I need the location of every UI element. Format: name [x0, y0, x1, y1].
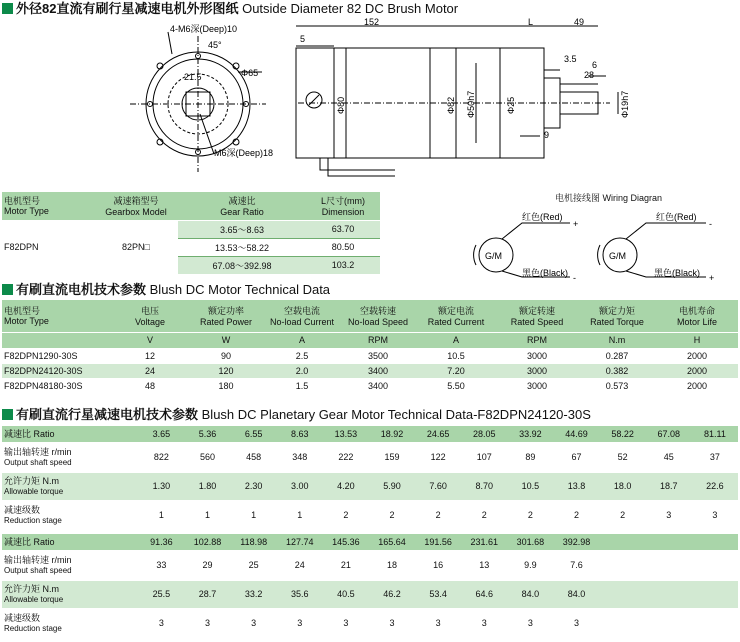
table-cell: 10.5 [416, 348, 496, 363]
table-cell: 18.92 [369, 426, 415, 442]
svg-text:Φ50h7: Φ50h7 [466, 90, 476, 118]
table-cell: 3 [277, 608, 323, 638]
table-cell [692, 534, 738, 550]
table-cell: 28.05 [461, 426, 507, 442]
table-row [2, 348, 738, 363]
svg-text:G/M: G/M [485, 251, 502, 261]
table-cell: 3400 [340, 378, 416, 393]
table-cell: 12 [112, 348, 188, 363]
gear-row-torque [2, 580, 738, 608]
table-cell: 37 [692, 442, 738, 472]
svg-text:5: 5 [300, 34, 306, 44]
motor-data-table: 电机型号 Motor Type 电压 Voltage 额定功率 Rated Power 空载电流 No-load Current 空载转速 No-load Speed 额定电流 Rated Current 额定转速 Rated Speed 额定力矩 Rated Torque 电机寿命 Motor Life V W A RPM A RPM N.m H F82DPN1290-30S 12 90 2.5 3500 10.5 3000 0.287 2000 F82DPN24120-30S 24 120 2.0 3400 7.20 3000 0.382 2000 F82DPN48180-30S 48 180 1.5 3400 5.50 3000 0.573 2000 [2, 300, 738, 394]
table-cell: 122 [415, 442, 461, 472]
table-cell: 3.00 [277, 472, 323, 500]
table-cell: 18.7 [646, 472, 692, 500]
table-cell: 25 [231, 550, 277, 580]
gear-row-speed [2, 550, 738, 580]
svg-text:G/M: G/M [609, 251, 626, 261]
gear-row-ratio [2, 534, 738, 550]
table-cell: 6.55 [231, 426, 277, 442]
table-cell: 40.5 [323, 580, 369, 608]
table-cell: 3 [323, 608, 369, 638]
table-cell: 58.22 [600, 426, 646, 442]
svg-text:红色(Red): 红色(Red) [522, 212, 563, 222]
table-cell: 2 [507, 500, 553, 530]
table-cell: 44.69 [553, 426, 599, 442]
table-cell: 16 [415, 550, 461, 580]
table-cell: 91.36 [138, 534, 184, 550]
table-cell: 2.5 [264, 348, 340, 363]
gear-row-label: 减速级数 Reduction stage [2, 608, 138, 638]
table-cell: 3500 [340, 348, 416, 363]
table-cell: 3000 [496, 348, 578, 363]
gear-row-speed [2, 442, 738, 472]
table-cell: 2 [369, 500, 415, 530]
svg-text:152: 152 [364, 18, 380, 27]
wiring-title: 电机接线图 Wiring Diagran [555, 193, 663, 203]
table-cell: 7.20 [416, 363, 496, 378]
svg-text:28: 28 [584, 70, 595, 80]
table-cell: 102.88 [184, 534, 230, 550]
table-cell: 25.5 [138, 580, 184, 608]
table-cell: 33 [138, 550, 184, 580]
table-cell: 24.65 [415, 426, 461, 442]
table-cell: 2 [600, 500, 646, 530]
table-cell: 159 [369, 442, 415, 472]
gear-row-label: 输出轴转速 r/min Output shaft speed [2, 550, 138, 580]
svg-text:+: + [573, 219, 579, 229]
table-cell [646, 550, 692, 580]
table-cell: 64.6 [461, 580, 507, 608]
table-cell: 3 [553, 608, 599, 638]
table-cell: 13.53 [323, 426, 369, 442]
table-cell: 3400 [340, 363, 416, 378]
table-cell: 2 [553, 500, 599, 530]
table-cell: 107 [461, 442, 507, 472]
table-cell [600, 608, 646, 638]
gear-row-stage [2, 500, 738, 530]
section-title-outline: 外径82直流有刷行星减速电机外形图纸 Outside Diameter 82 DC Brush Motor [2, 0, 458, 18]
svg-text:Φ80: Φ80 [336, 96, 346, 114]
table-cell [646, 534, 692, 550]
svg-text:-: - [573, 273, 576, 283]
gear-row-stage [2, 608, 738, 638]
table-cell: 53.4 [415, 580, 461, 608]
table-cell: 0.573 [578, 378, 656, 393]
table-cell: 7.60 [415, 472, 461, 500]
svg-text:-: - [709, 219, 712, 229]
table-cell: 35.6 [277, 580, 323, 608]
table-cell: 2.0 [264, 363, 340, 378]
table-cell: 84.0 [507, 580, 553, 608]
table-row [2, 378, 738, 393]
table-cell: F82DPN48180-30S [2, 378, 112, 393]
table-cell: 24 [277, 550, 323, 580]
table-cell: 5.36 [184, 426, 230, 442]
gear-row-label: 输出轴转速 r/min Output shaft speed [2, 442, 138, 472]
table-cell: 3 [415, 608, 461, 638]
table-cell: 46.2 [369, 580, 415, 608]
table-cell: 33.2 [231, 580, 277, 608]
table-cell: 81.11 [692, 426, 738, 442]
table-cell: 3000 [496, 363, 578, 378]
table-cell: 8.63 [277, 426, 323, 442]
svg-text:9: 9 [544, 130, 550, 140]
svg-text:Φ19h7: Φ19h7 [620, 90, 630, 118]
gear-row-ratio [2, 426, 738, 442]
table-cell: 231.61 [461, 534, 507, 550]
table-cell: 52 [600, 442, 646, 472]
table-cell: F82DPN24120-30S [2, 363, 112, 378]
table-cell: 301.68 [507, 534, 553, 550]
table-cell: 2000 [656, 378, 738, 393]
table-cell: 2000 [656, 363, 738, 378]
table-cell [692, 550, 738, 580]
table-cell: 48 [112, 378, 188, 393]
svg-text:6: 6 [592, 60, 598, 70]
table-cell: 8.70 [461, 472, 507, 500]
table-cell: 2 [461, 500, 507, 530]
table-cell: 191.56 [415, 534, 461, 550]
table-cell: 84.0 [553, 580, 599, 608]
gear-data-table-2 [2, 534, 738, 639]
table-cell: 165.64 [369, 534, 415, 550]
table-cell: 3 [646, 500, 692, 530]
table-cell: 5.50 [416, 378, 496, 393]
table-cell: 392.98 [553, 534, 599, 550]
svg-text:红色(Red): 红色(Red) [656, 212, 697, 222]
table-cell: 2000 [656, 348, 738, 363]
table-cell: 2 [415, 500, 461, 530]
table-cell: 3 [507, 608, 553, 638]
table-cell: 2.30 [231, 472, 277, 500]
table-cell: 822 [138, 442, 184, 472]
svg-text:Φ82: Φ82 [446, 96, 456, 114]
gear-row-label: 减速级数 Reduction stage [2, 500, 138, 530]
table-cell: 28.7 [184, 580, 230, 608]
table-row [2, 363, 738, 378]
table-cell [692, 580, 738, 608]
table-cell: 3 [184, 608, 230, 638]
table-cell: 560 [184, 442, 230, 472]
table-cell: 5.90 [369, 472, 415, 500]
table-cell: 3 [461, 608, 507, 638]
section-bullet-icon [2, 284, 13, 295]
svg-text:21.5: 21.5 [184, 72, 202, 82]
table-cell: 89 [507, 442, 553, 472]
svg-text:Φ65: Φ65 [241, 68, 259, 78]
table-cell: 9.9 [507, 550, 553, 580]
table-cell: 3 [231, 608, 277, 638]
section-title-motor-data: 有刷直流电机技术参数 Blush DC Motor Technical Data [2, 281, 330, 299]
motor-data-rows [2, 348, 738, 393]
svg-text:3.5: 3.5 [564, 54, 577, 64]
svg-text:45°: 45° [208, 40, 222, 50]
table-cell: 118.98 [231, 534, 277, 550]
outline-drawing [0, 18, 740, 188]
table-cell: 1 [231, 500, 277, 530]
table-cell: 21 [323, 550, 369, 580]
svg-text:M6深(Deep)18: M6深(Deep)18 [214, 148, 274, 158]
svg-text:Φ25: Φ25 [506, 96, 516, 114]
table-cell: 3000 [496, 378, 578, 393]
table-cell: 1 [138, 500, 184, 530]
svg-text:L: L [528, 18, 534, 27]
table-cell: 29 [184, 550, 230, 580]
table-cell: 0.287 [578, 348, 656, 363]
table-cell: 2 [323, 500, 369, 530]
table-cell: 3.65 [138, 426, 184, 442]
table-cell: 24 [112, 363, 188, 378]
table-cell: 0.382 [578, 363, 656, 378]
table-cell: 1 [184, 500, 230, 530]
table-cell: 3 [692, 500, 738, 530]
table-cell: 222 [323, 442, 369, 472]
table-cell: 127.74 [277, 534, 323, 550]
svg-text:黑色(Black): 黑色(Black) [654, 268, 701, 278]
gear-row-label: 减速比 Ratio [2, 426, 138, 442]
table-cell [692, 608, 738, 638]
svg-text:4-M6深(Deep)10: 4-M6深(Deep)10 [170, 24, 238, 34]
table-cell: 7.6 [553, 550, 599, 580]
wiring-diagram [460, 205, 740, 285]
table-cell: 1.5 [264, 378, 340, 393]
table-cell: 1.80 [184, 472, 230, 500]
table-cell: 22.6 [692, 472, 738, 500]
table-cell: 13.8 [553, 472, 599, 500]
table-cell: 3 [369, 608, 415, 638]
svg-text:49: 49 [574, 18, 585, 27]
table-cell: 10.5 [507, 472, 553, 500]
table-cell: 348 [277, 442, 323, 472]
table-cell [646, 608, 692, 638]
table-cell: 1.30 [138, 472, 184, 500]
svg-text:+: + [709, 273, 715, 283]
table-cell: 458 [231, 442, 277, 472]
table-cell: 145.36 [323, 534, 369, 550]
gear-row-label: 允许力矩 N.m Allowable torque [2, 472, 138, 500]
table-cell: 67.08 [646, 426, 692, 442]
table-cell: 4.20 [323, 472, 369, 500]
dimension-table: 电机型号 Motor Type 减速箱型号 Gearbox Model 减速比 Gear Ratio L尺寸(mm) Dimension F82DPN 82PN□ 3.65～8.63 63.70 13.53～58.22 80.50 67.08～392.98 103.2 [2, 192, 380, 275]
table-cell [600, 534, 646, 550]
section-title-gear-data: 有刷直流行星减速电机技术参数 Blush DC Planetary Gear Motor Technical Data-F82DPN24120-30S [2, 406, 591, 424]
table-cell: 18.0 [600, 472, 646, 500]
table-cell [600, 550, 646, 580]
table-cell: 3 [138, 608, 184, 638]
table-cell: 45 [646, 442, 692, 472]
table-cell: 120 [188, 363, 264, 378]
table-cell [646, 580, 692, 608]
table-cell: 13 [461, 550, 507, 580]
gear-row-torque [2, 472, 738, 500]
section-bullet-icon [2, 409, 13, 420]
gear-row-label: 减速比 Ratio [2, 534, 138, 550]
table-cell: 180 [188, 378, 264, 393]
gear-data-table-1 [2, 426, 738, 531]
svg-text:黑色(Black): 黑色(Black) [522, 268, 569, 278]
section-bullet-icon [2, 3, 13, 14]
table-cell [600, 580, 646, 608]
table-cell: 90 [188, 348, 264, 363]
table-cell: F82DPN1290-30S [2, 348, 112, 363]
table-cell: 67 [553, 442, 599, 472]
table-cell: 33.92 [507, 426, 553, 442]
table-cell: 18 [369, 550, 415, 580]
table-cell: 1 [277, 500, 323, 530]
gear-row-label: 允许力矩 N.m Allowable torque [2, 580, 138, 608]
